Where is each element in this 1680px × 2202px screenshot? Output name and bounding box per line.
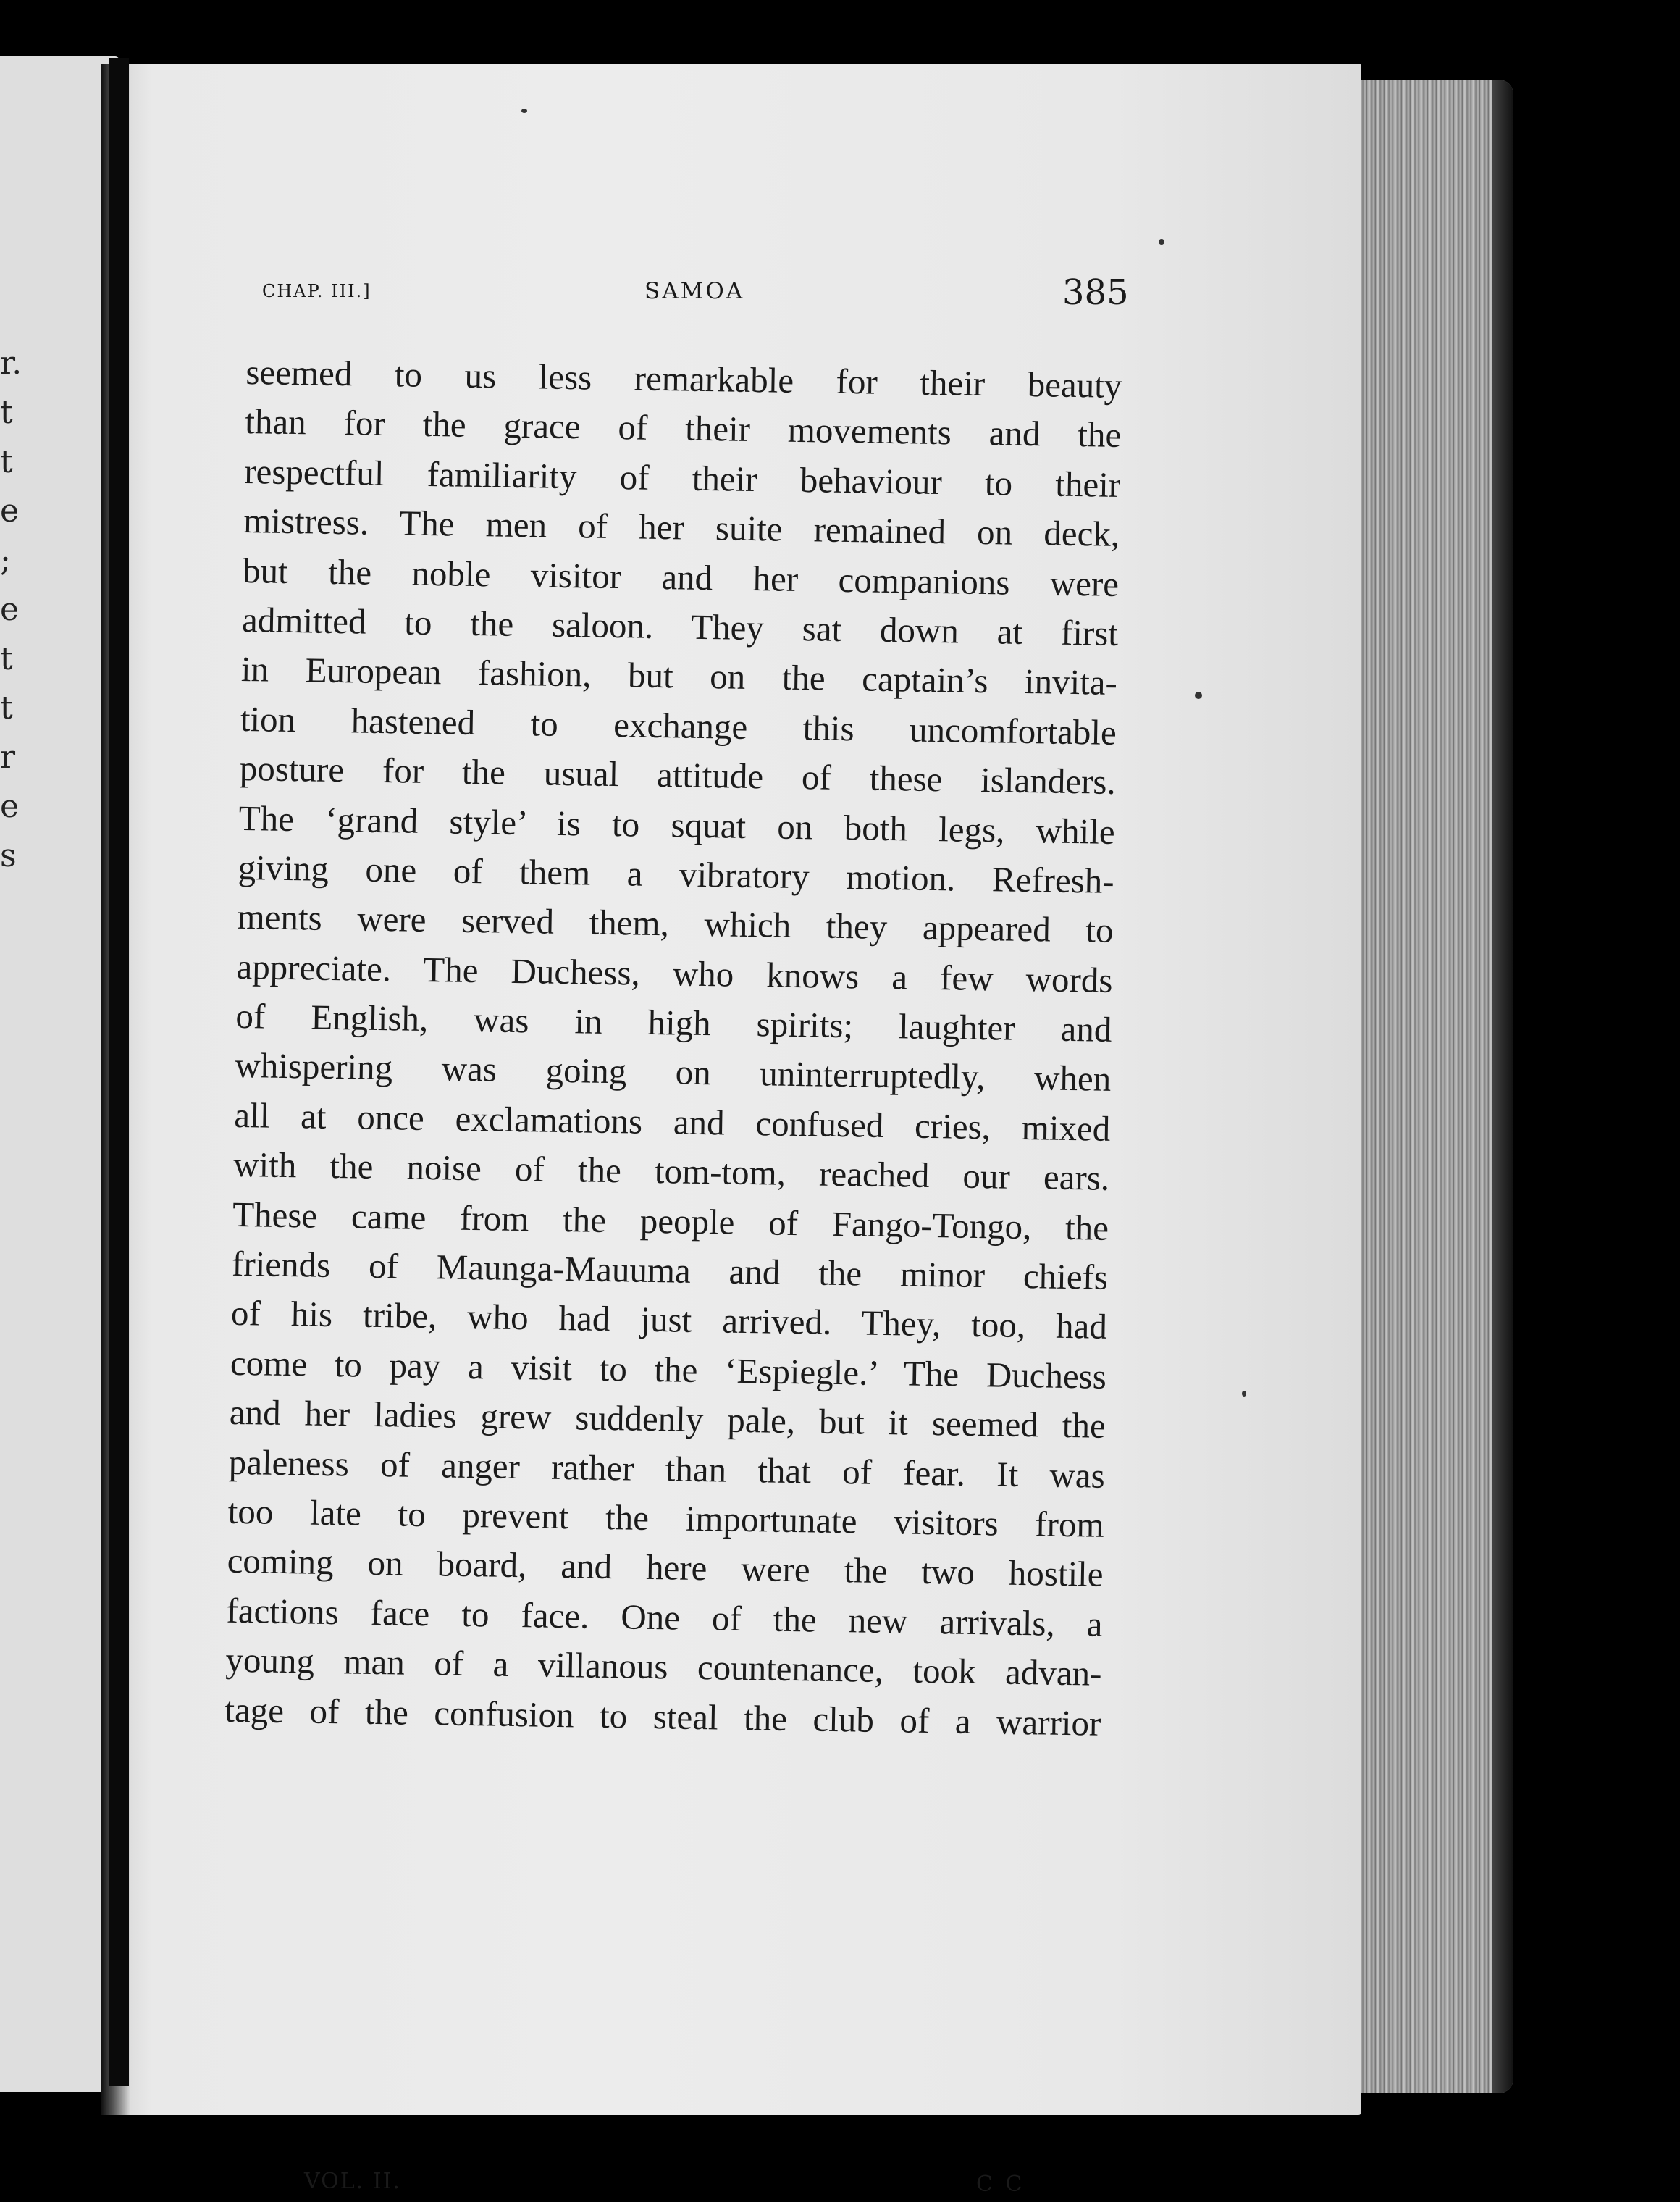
text-line: whispering was going on uninterruptedly, when xyxy=(235,1045,1112,1100)
left-edge-char: t xyxy=(0,690,13,727)
left-edge-char: e xyxy=(0,591,20,628)
text-line: than for the grace of their movements and the xyxy=(244,401,1122,456)
text-line: ments were served them, which they appeared to xyxy=(237,897,1114,951)
left-edge-char: s xyxy=(0,837,17,874)
scan-speck xyxy=(521,109,527,113)
text-line: young man of a villanous countenance, took advan- xyxy=(225,1639,1102,1694)
text-line: These came from the people of Fango-Tongo, the xyxy=(232,1194,1109,1248)
chapter-reference: CHAP. III.] xyxy=(262,281,371,301)
gutter-shadow xyxy=(109,58,129,2086)
text-line: giving one of them a vibratory motion. Refresh- xyxy=(238,847,1115,901)
scan-speck xyxy=(1159,239,1164,245)
text-line: appreciate. The Duchess, who knows a few words xyxy=(236,946,1113,1000)
text-line: factions face to face. One of the new arrivals, a xyxy=(226,1590,1103,1644)
left-edge-char: ; xyxy=(0,542,11,579)
scan-speck xyxy=(1242,1391,1246,1397)
text-line: all at once exclamations and confused cries, mixed xyxy=(233,1094,1111,1149)
text-line: and her ladies grew suddenly pale, but it seemed the xyxy=(229,1392,1106,1447)
page-number: 385 xyxy=(1062,272,1129,313)
text-line: friends of Maunga-Mauuma and the minor chiefs xyxy=(231,1243,1109,1297)
left-edge-char: e xyxy=(0,493,20,529)
text-line: come to pay a visit to the ‘Espiegle.’ The Duchess xyxy=(230,1342,1107,1397)
left-edge-char: e xyxy=(0,788,20,825)
body-text xyxy=(224,348,1122,1749)
volume-mark: VOL. II. xyxy=(304,2169,401,2194)
text-line: mistress. The men of her suite remained on deck, xyxy=(243,501,1120,555)
left-edge-char: r. xyxy=(0,345,22,382)
left-edge-char: r xyxy=(0,739,16,776)
text-line: seemed to us less remarkable for their beauty xyxy=(245,351,1122,406)
text-line: admitted to the saloon. They sat down at first xyxy=(241,599,1119,653)
left-edge-char: t xyxy=(0,394,13,431)
scan-speck xyxy=(1195,692,1202,699)
text-line: but the noble visitor and her companions were xyxy=(242,550,1120,604)
left-page-edge-text xyxy=(0,339,22,881)
text-line: tion hastened to exchange this uncomfortable xyxy=(240,698,1117,753)
text-line: coming on board, and here were the two hostile xyxy=(227,1541,1104,1595)
text-line: respectful familiarity of their behaviour to their xyxy=(243,451,1121,505)
text-line: tage of the confusion to steal the club of a warrior xyxy=(224,1689,1101,1743)
section-title: SAMOA xyxy=(644,278,745,304)
text-line: with the noise of the tom-tom, reached our ears. xyxy=(232,1144,1110,1199)
text-line: paleness of anger rather than that of fear. It was xyxy=(228,1441,1106,1496)
running-head xyxy=(262,272,1131,319)
left-edge-char: t xyxy=(0,443,13,480)
text-line: in European fashion, but on the captain’s invita- xyxy=(240,649,1118,703)
text-line: of his tribe, who had just arrived. They, too, had xyxy=(230,1293,1108,1347)
text-line: posture for the usual attitude of these islanders. xyxy=(239,748,1117,803)
text-line: too late to prevent the importunate visitors from xyxy=(227,1491,1105,1545)
signature-mark: C C xyxy=(976,2172,1025,2197)
text-line: of English, was in high spirits; laughter and xyxy=(235,995,1112,1050)
text-line: The ‘grand style’ is to squat on both legs, while xyxy=(238,798,1116,852)
left-edge-char: t xyxy=(0,640,13,677)
